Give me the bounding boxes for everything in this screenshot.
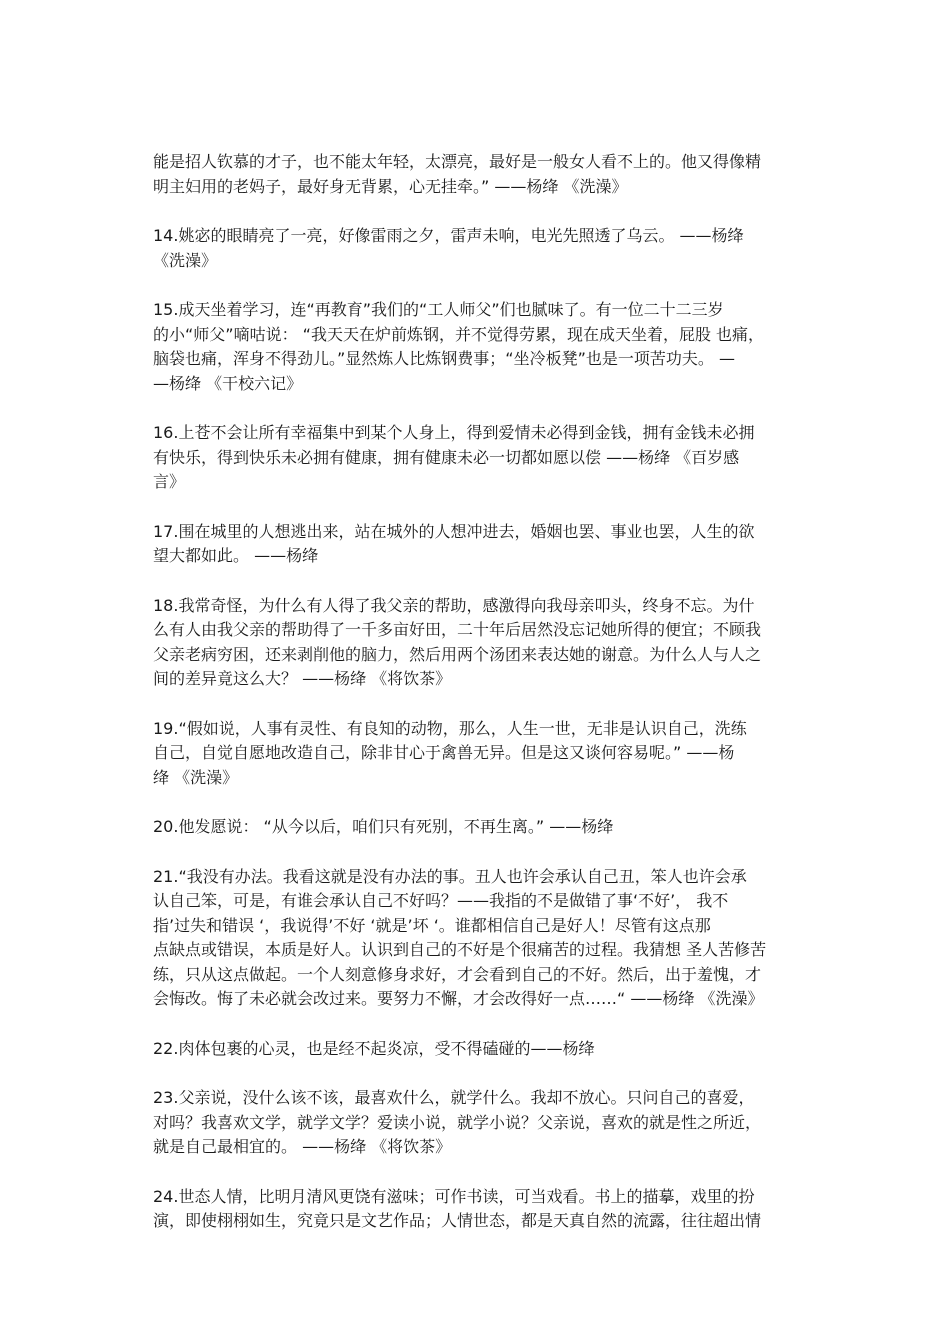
quote-paragraph — [153, 815, 813, 840]
text-line: 22.肉体包裹的心灵，也是经不起炎凉，受不得磕碰的——杨绛 — [153, 1038, 595, 1058]
quote-paragraph — [153, 224, 813, 273]
text-line: 望大都如此。 ——杨绛 — [153, 546, 319, 565]
text-line: 24.世态人情，比明月清风更饶有滋味；可作书读，可当戏看。书上的描摹，戏里的扮 — [153, 1186, 755, 1206]
quote-paragraph — [153, 594, 813, 692]
quote-paragraph — [153, 1185, 813, 1234]
text-line: 18.我常奇怪，为什么有人得了我父亲的帮助，感激得向我母亲叩头，终身不忘。为什 — [153, 595, 755, 615]
quote-paragraph — [153, 421, 813, 495]
quote-paragraph — [153, 865, 813, 1012]
text-line: 认自己笨，可是，有谁会承认自己不好吗？——我指的不是做错了事‘不好’， 我不 — [153, 891, 729, 910]
text-line: 能是招人钦慕的才子，也不能太年轻，太漂亮，最好是一般女人看不上的。他又得像精 — [153, 152, 762, 171]
text-line: 有快乐，得到快乐未必拥有健康，拥有健康未必一切都如愿以偿 ——杨绛 《百岁感 — [153, 447, 740, 467]
text-line: 《洗澡》 — [153, 250, 218, 270]
text-line: 父亲老病穷困，还来剥削他的脑力，然后用两个汤团来表达她的谢意。为什么人与人之 — [153, 644, 762, 664]
text-line: 会悔改。悔了未必就会改过来。要努力不懈，才会改得好一点……“ ——杨绛 《洗澡》 — [153, 989, 764, 1008]
text-line: 么有人由我父亲的帮助得了一千多亩好田，二十年后居然没忘记她所得的便宜；不顾我 — [153, 620, 762, 639]
document-page — [153, 150, 813, 1259]
text-line: 指’过失和错误 ‘，我说得’不好 ‘就是’坏 ‘。谁都相信自己是好人！尽管有这点那 — [153, 915, 711, 935]
text-line: 16.上苍不会让所有幸福集中到某个人身上，得到爱情未必得到金钱，拥有金钱未必拥 — [153, 423, 755, 442]
text-line: 的小“师父”嘀咕说： “我天天在炉前炼钢，并不觉得劳累，现在成天坐着，屁股 也痛， — [153, 324, 765, 344]
text-line: 15.成天坐着学习，连“再教育”我们的“工人师父”们也腻味了。有一位二十二三岁 — [153, 300, 724, 319]
text-line: 自己，自觉自愿地改造自己，除非甘心于禽兽无异。但是这又谈何容易呢。” ——杨 — [153, 743, 735, 762]
text-line: 20.他发愿说： “从今以后，咱们只有死别，不再生离。” ——杨绛 — [153, 817, 614, 836]
quote-paragraph — [153, 520, 813, 569]
quote-paragraph — [153, 717, 813, 791]
text-line: 14.姚宓的眼睛亮了一亮，好像雷雨之夕，雷声未响，电光先照透了乌云。 ——杨绛 — [153, 226, 744, 245]
text-line: 对吗？我喜欢文学，就学文学？爱读小说，就学小说？父亲说，喜欢的就是性之所近， — [153, 1112, 762, 1132]
text-line: 绛 《洗澡》 — [153, 767, 239, 787]
text-line: 演，即使栩栩如生，究竟只是文艺作品；人情世态，都是天真自然的流露，往往超出情 — [153, 1211, 762, 1230]
text-line: 21.“我没有办法。我看这就是没有办法的事。丑人也许会承认自己丑，笨人也许会承 — [153, 866, 747, 886]
text-line: 脑袋也痛，浑身不得劲儿。”显然炼人比炼钢费事；“坐冷板凳”也是一项苦功夫。 — — [153, 349, 735, 368]
text-line: 明主妇用的老妈子，最好身无背累，心无挂牵。” ——杨绛 《洗澡》 — [153, 176, 628, 196]
quote-paragraph — [153, 150, 813, 199]
text-line: 19.“假如说，人事有灵性、有良知的动物，那么，人生一世，无非是认识自己，洗练 — [153, 718, 747, 738]
quote-paragraph — [153, 1037, 813, 1062]
quote-paragraph — [153, 1086, 813, 1160]
text-line: 间的差异竟这么大？ ——杨绛 《将饮茶》 — [153, 669, 452, 688]
text-line: 17.围在城里的人想逃出来，站在城外的人想冲进去，婚姻也罢、事业也罢，人生的欲 — [153, 521, 755, 541]
text-line: 言》 — [153, 472, 186, 491]
text-line: 点缺点或错误，本质是好人。认识到自己的不好是个很痛苦的过程。我猜想 圣人苦修苦 — [153, 940, 767, 959]
text-line: 23.父亲说，没什么该不该，最喜欢什么，就学什么。我却不放心。只问自己的喜爱， — [153, 1088, 755, 1107]
quote-paragraph — [153, 298, 813, 396]
text-line: 练，只从这点做起。一个人刻意修身求好，才会看到自己的不好。然后，出于羞愧，才 — [153, 964, 762, 984]
text-line: —杨绛 《干校六记》 — [153, 373, 303, 393]
text-line: 就是自己最相宜的。 ——杨绛 《将饮茶》 — [153, 1137, 452, 1156]
